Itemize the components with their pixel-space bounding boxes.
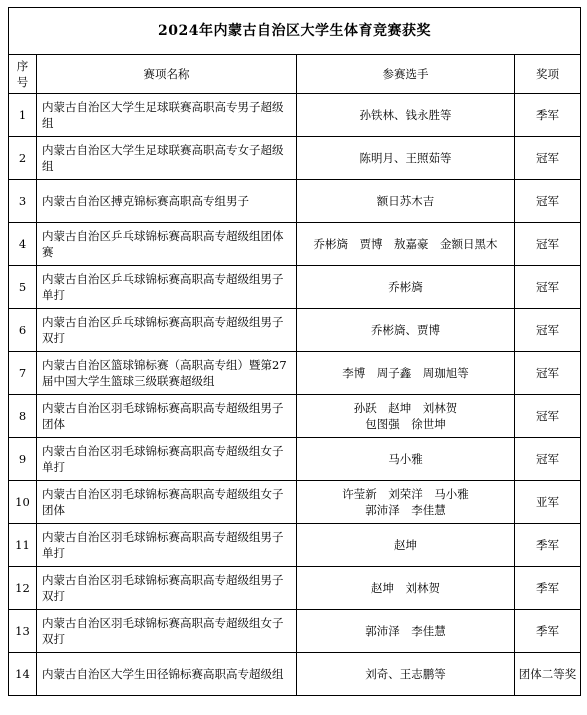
table-row xyxy=(9,223,581,266)
cell-players: 孙铁林、钱永胜等 xyxy=(297,94,515,137)
cell-event: 内蒙古自治区乒乓球锦标赛高职高专超级组团体赛 xyxy=(37,223,297,266)
cell-award: 冠军 xyxy=(515,395,581,438)
cell-award: 冠军 xyxy=(515,309,581,352)
table-row xyxy=(9,352,581,395)
cell-no: 7 xyxy=(9,352,37,395)
cell-no: 3 xyxy=(9,180,37,223)
cell-no: 13 xyxy=(9,610,37,653)
table-row xyxy=(9,94,581,137)
cell-players: 陈明月、王照茹等 xyxy=(297,137,515,180)
cell-no: 2 xyxy=(9,137,37,180)
cell-award: 亚军 xyxy=(515,481,581,524)
cell-no: 14 xyxy=(9,653,37,696)
title-row xyxy=(9,8,581,55)
header-award: 奖项 xyxy=(515,55,581,94)
cell-players: 李博 周子鑫 周珈旭等 xyxy=(297,352,515,395)
cell-players: 许莹新 刘荣洋 马小雅 郭沛泽 李佳慧 xyxy=(297,481,515,524)
cell-players: 刘奇、王志鹏等 xyxy=(297,653,515,696)
table-row xyxy=(9,610,581,653)
cell-players: 额日苏木吉 xyxy=(297,180,515,223)
cell-award: 冠军 xyxy=(515,223,581,266)
cell-players: 乔彬旖、贾博 xyxy=(297,309,515,352)
table-body xyxy=(9,94,581,696)
table-row xyxy=(9,309,581,352)
cell-no: 11 xyxy=(9,524,37,567)
cell-award: 冠军 xyxy=(515,266,581,309)
cell-no: 10 xyxy=(9,481,37,524)
cell-event: 内蒙古自治区大学生足球联赛高职高专女子超级组 xyxy=(37,137,297,180)
cell-event: 内蒙古自治区乒乓球锦标赛高职高专超级组男子单打 xyxy=(37,266,297,309)
cell-players: 马小雅 xyxy=(297,438,515,481)
cell-award: 冠军 xyxy=(515,352,581,395)
cell-event: 内蒙古自治区羽毛球锦标赛高职高专超级组男子团体 xyxy=(37,395,297,438)
cell-event: 内蒙古自治区羽毛球锦标赛高职高专超级组女子双打 xyxy=(37,610,297,653)
table-title: 2024年内蒙古自治区大学生体育竞赛获奖 xyxy=(9,8,581,55)
table-row xyxy=(9,524,581,567)
cell-event: 内蒙古自治区羽毛球锦标赛高职高专超级组女子单打 xyxy=(37,438,297,481)
awards-table xyxy=(8,7,581,696)
cell-award: 季军 xyxy=(515,610,581,653)
table-row xyxy=(9,481,581,524)
cell-event: 内蒙古自治区羽毛球锦标赛高职高专超级组男子双打 xyxy=(37,567,297,610)
cell-no: 5 xyxy=(9,266,37,309)
cell-players: 赵坤 xyxy=(297,524,515,567)
cell-award: 季军 xyxy=(515,94,581,137)
header-no: 序 号 xyxy=(9,55,37,94)
cell-award: 团体二等奖 xyxy=(515,653,581,696)
cell-players: 乔彬旖 贾博 敖嘉豪 金额日黑木 xyxy=(297,223,515,266)
table-row xyxy=(9,567,581,610)
cell-no: 6 xyxy=(9,309,37,352)
cell-award: 季军 xyxy=(515,524,581,567)
cell-award: 冠军 xyxy=(515,438,581,481)
cell-no: 8 xyxy=(9,395,37,438)
table-row xyxy=(9,438,581,481)
cell-award: 冠军 xyxy=(515,137,581,180)
cell-event: 内蒙古自治区乒乓球锦标赛高职高专超级组男子双打 xyxy=(37,309,297,352)
header-row xyxy=(9,55,581,94)
awards-sheet xyxy=(8,7,580,696)
cell-event: 内蒙古自治区篮球锦标赛（高职高专组）暨第27届中国大学生篮球三级联赛超级组 xyxy=(37,352,297,395)
header-event: 赛项名称 xyxy=(37,55,297,94)
cell-players: 孙跃 赵坤 刘林贺 包图强 徐世坤 xyxy=(297,395,515,438)
cell-event: 内蒙古自治区羽毛球锦标赛高职高专超级组男子单打 xyxy=(37,524,297,567)
table-row xyxy=(9,180,581,223)
cell-players: 乔彬旖 xyxy=(297,266,515,309)
table-row xyxy=(9,266,581,309)
header-players: 参赛选手 xyxy=(297,55,515,94)
cell-award: 冠军 xyxy=(515,180,581,223)
table-row xyxy=(9,395,581,438)
cell-no: 12 xyxy=(9,567,37,610)
cell-event: 内蒙古自治区羽毛球锦标赛高职高专超级组女子团体 xyxy=(37,481,297,524)
table-row xyxy=(9,137,581,180)
cell-players: 赵坤 刘林贺 xyxy=(297,567,515,610)
cell-event: 内蒙古自治区大学生田径锦标赛高职高专超级组 xyxy=(37,653,297,696)
cell-players: 郭沛泽 李佳慧 xyxy=(297,610,515,653)
cell-event: 内蒙古自治区大学生足球联赛高职高专男子超级组 xyxy=(37,94,297,137)
cell-no: 1 xyxy=(9,94,37,137)
cell-event: 内蒙古自治区搏克锦标赛高职高专组男子 xyxy=(37,180,297,223)
table-row xyxy=(9,653,581,696)
cell-no: 9 xyxy=(9,438,37,481)
cell-no: 4 xyxy=(9,223,37,266)
cell-award: 季军 xyxy=(515,567,581,610)
